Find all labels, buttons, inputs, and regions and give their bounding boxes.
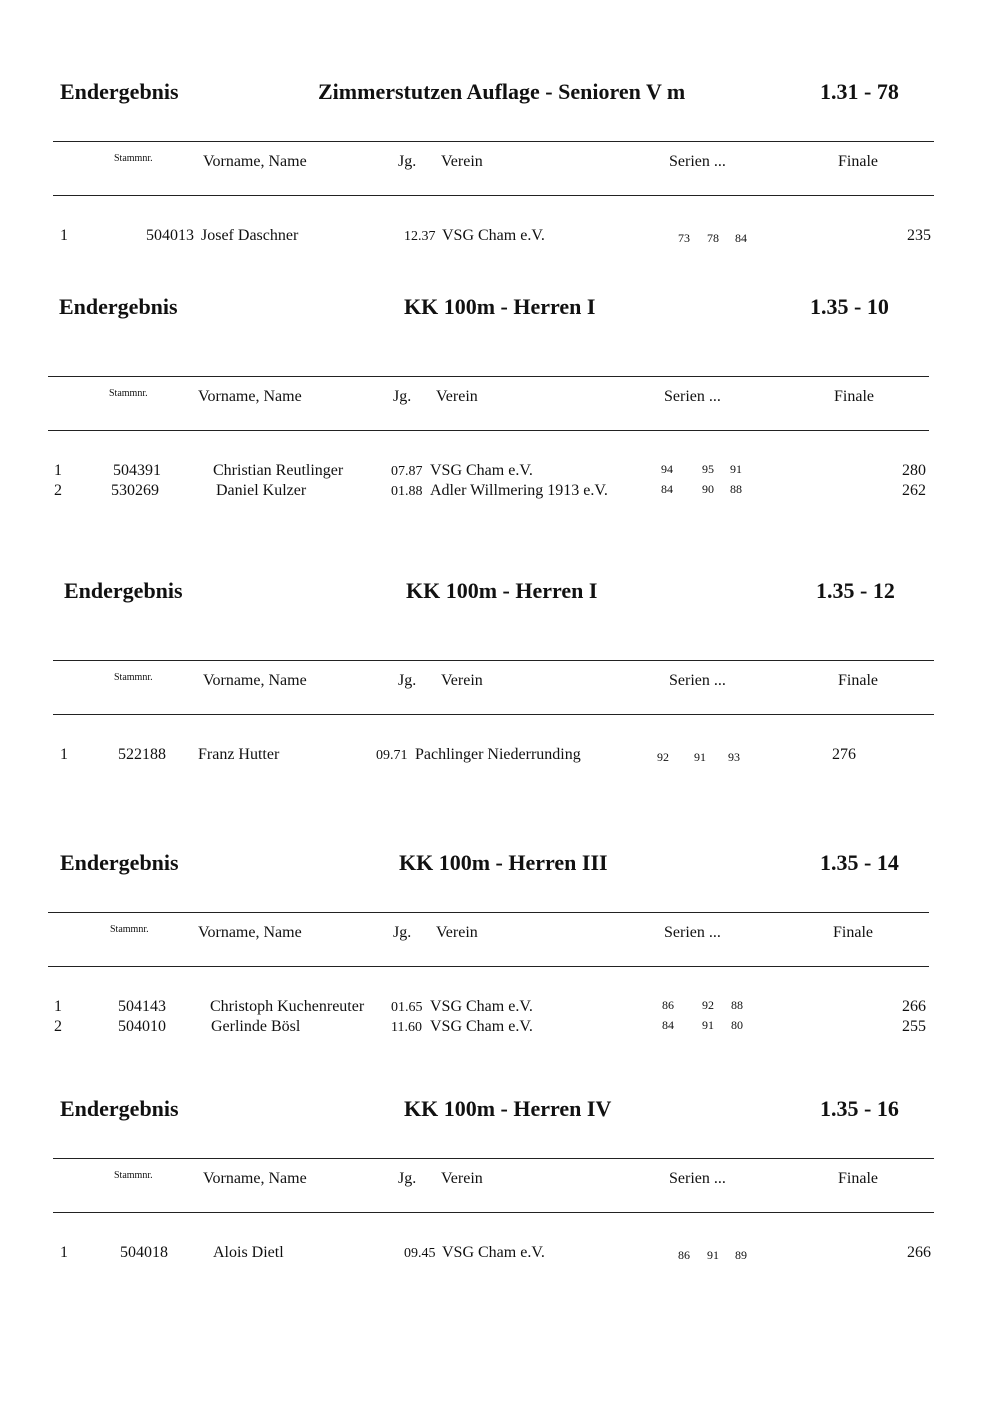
total-score: 266 [902,998,926,1015]
col-header-stammnr: Stammnr. [114,153,153,164]
discipline-title: Zimmerstutzen Auflage - Senioren V m [318,79,686,104]
serie-2: 92 [702,998,714,1012]
col-header-serien: Serien ... [669,672,726,689]
discipline-code: 1.31 - 78 [820,79,899,104]
total-score: 262 [902,482,926,499]
header-rule-bottom [53,195,934,196]
stammnr: 504010 [118,1018,166,1035]
col-header-name: Vorname, Name [203,153,307,170]
col-header-name: Vorname, Name [198,924,302,941]
col-header-verein: Verein [441,153,483,170]
col-header-serien: Serien ... [664,924,721,941]
rank: 1 [60,746,68,763]
jahrgang: 09.45 [404,1246,436,1261]
col-header-stammnr: Stammnr. [109,388,148,399]
discipline-title: KK 100m - Herren I [404,294,596,319]
serie-2: 91 [707,1248,719,1262]
jahrgang: 09.71 [376,748,408,763]
discipline-title: KK 100m - Herren III [399,850,608,875]
verein: VSG Cham e.V. [442,1244,545,1261]
col-header-stammnr: Stammnr. [114,672,153,683]
stammnr: 504391 [113,462,161,479]
serie-1: 86 [678,1248,690,1262]
serie-2: 91 [702,1018,714,1032]
rank: 1 [54,462,62,479]
col-header-jg: Jg. [398,672,417,689]
header-rule-top [53,660,934,661]
col-header-jg: Jg. [393,924,412,941]
discipline-title: KK 100m - Herren IV [404,1096,612,1121]
serie-2: 78 [707,231,719,245]
rank: 1 [60,1244,68,1261]
col-header-verein: Verein [436,388,478,405]
col-header-serien: Serien ... [669,153,726,170]
col-header-jg: Jg. [398,1170,417,1187]
serie-3: 84 [735,231,747,245]
shooter-name: Christoph Kuchenreuter [210,998,365,1015]
rank: 1 [54,998,62,1015]
section-label: Endergebnis [60,1096,179,1121]
total-score: 280 [902,462,926,479]
stammnr: 530269 [111,482,159,499]
jahrgang: 12.37 [404,229,436,244]
header-rule-top [53,1158,934,1159]
header-rule-bottom [48,430,929,431]
section-label: Endergebnis [64,578,183,603]
col-header-name: Vorname, Name [203,1170,307,1187]
header-rule-bottom [48,966,929,967]
shooter-name: Franz Hutter [198,746,280,763]
serie-1: 73 [678,231,690,245]
col-header-verein: Verein [436,924,478,941]
total-score: 235 [907,227,931,244]
discipline-code: 1.35 - 16 [820,1096,899,1121]
serie-3: 80 [731,1018,743,1032]
stammnr: 504018 [120,1244,168,1261]
header-rule-top [48,912,929,913]
rank: 1 [60,227,68,244]
stammnr: 504143 [118,998,166,1015]
serie-1: 86 [662,998,674,1012]
col-header-finale: Finale [834,388,874,405]
shooter-name: Christian Reutlinger [213,462,344,479]
rank: 2 [54,482,62,499]
stammnr: 504013 [146,227,194,244]
shooter-name: Daniel Kulzer [216,482,307,499]
verein: VSG Cham e.V. [430,998,533,1015]
col-header-verein: Verein [441,1170,483,1187]
header-rule-bottom [53,1212,934,1213]
serie-2: 91 [694,750,706,764]
shooter-name: Alois Dietl [213,1244,284,1261]
jahrgang: 11.60 [391,1020,422,1035]
shooter-name: Josef Daschner [201,227,299,244]
col-header-jg: Jg. [393,388,412,405]
header-rule-top [48,376,929,377]
serie-1: 94 [661,462,673,476]
serie-3: 93 [728,750,740,764]
col-header-name: Vorname, Name [198,388,302,405]
shooter-name: Gerlinde Bösl [211,1018,301,1035]
col-header-verein: Verein [441,672,483,689]
verein: Pachlinger Niederrunding [415,746,581,763]
jahrgang: 01.65 [391,1000,423,1015]
serie-3: 91 [730,462,742,476]
col-header-serien: Serien ... [669,1170,726,1187]
col-header-finale: Finale [838,1170,878,1187]
col-header-jg: Jg. [398,153,417,170]
col-header-finale: Finale [838,672,878,689]
col-header-stammnr: Stammnr. [110,924,149,935]
jahrgang: 07.87 [391,464,423,479]
col-header-serien: Serien ... [664,388,721,405]
serie-3: 89 [735,1248,747,1262]
col-header-stammnr: Stammnr. [114,1170,153,1181]
total-score: 255 [902,1018,926,1035]
col-header-finale: Finale [838,153,878,170]
stammnr: 522188 [118,746,166,763]
discipline-code: 1.35 - 10 [810,294,889,319]
total-score: 276 [832,746,856,763]
section-label: Endergebnis [60,850,179,875]
rank: 2 [54,1018,62,1035]
section-label: Endergebnis [60,79,179,104]
serie-1: 84 [662,1018,674,1032]
jahrgang: 01.88 [391,484,423,499]
verein: VSG Cham e.V. [430,1018,533,1035]
verein: VSG Cham e.V. [442,227,545,244]
verein: Adler Willmering 1913 e.V. [430,482,608,499]
serie-3: 88 [730,482,742,496]
discipline-title: KK 100m - Herren I [406,578,598,603]
col-header-finale: Finale [833,924,873,941]
serie-2: 95 [702,462,714,476]
serie-1: 92 [657,750,669,764]
serie-2: 90 [702,482,714,496]
header-rule-top [53,141,934,142]
serie-1: 84 [661,482,673,496]
section-label: Endergebnis [59,294,178,319]
discipline-code: 1.35 - 14 [820,850,899,875]
total-score: 266 [907,1244,931,1261]
serie-3: 88 [731,998,743,1012]
col-header-name: Vorname, Name [203,672,307,689]
header-rule-bottom [53,714,934,715]
verein: VSG Cham e.V. [430,462,533,479]
discipline-code: 1.35 - 12 [816,578,895,603]
